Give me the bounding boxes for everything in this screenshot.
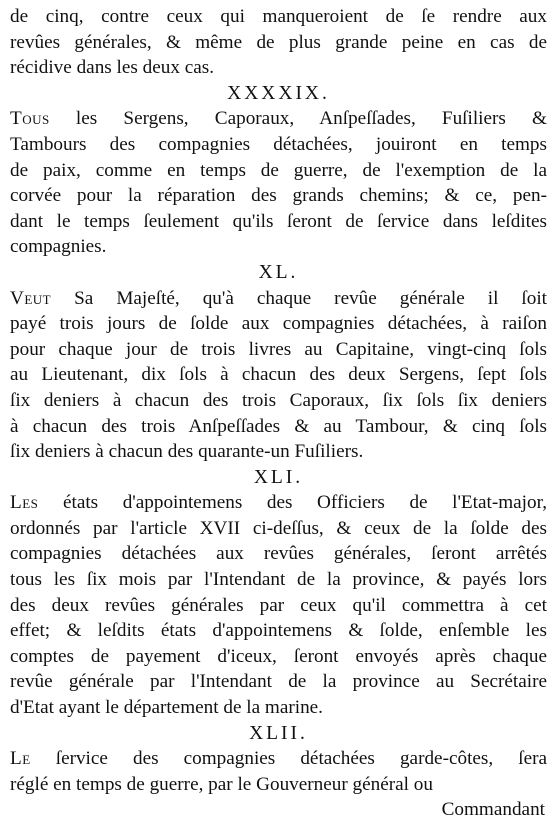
text-line: payé trois jours de ſolde aux compagnies détachées, à raiſon	[10, 313, 547, 335]
article-heading: XLI.	[253, 466, 304, 488]
text-line: ſix deniers à chacun des trois Caporaux, ſix ſols ſix deniers	[10, 389, 547, 411]
lead-word: Le	[10, 748, 31, 770]
text-line: récidive dans les deux cas.	[10, 57, 215, 79]
catchword: Commandant	[441, 799, 545, 821]
text-line	[10, 746, 547, 772]
article-paragraph	[10, 746, 547, 797]
text-line: effet; & leſdits états d'appointemens & ſolde, enſemble les	[10, 620, 547, 642]
lead-word: Les	[10, 492, 39, 514]
text-line	[10, 286, 547, 312]
continuation-paragraph	[10, 4, 547, 81]
line-text: Sa Majeſté, qu'à chaque revûe générale il ſoit	[51, 287, 547, 309]
line-text: les Sergens, Caporaux, Anſpeſſades, Fuſiliers &	[49, 108, 547, 130]
text-line: d'Etat ayant le département de la marine.	[10, 697, 323, 719]
article-heading: XXXXIX.	[227, 82, 330, 104]
text-line: revûes générales, & même de plus grande peine en cas de	[10, 31, 547, 53]
text-line: compagnies.	[10, 236, 107, 258]
text-line: revûe générale par l'Intendant de la province au Secrétaire	[10, 671, 547, 693]
text-line: ſix deniers à chacun des quarante-un Fuſiliers.	[10, 441, 364, 463]
text-line: ordonnés par l'article XVII ci-deſſus, & ceux de la ſolde des	[10, 517, 547, 539]
text-line: corvée pour la réparation des grands chemins; & ce, pen-	[10, 185, 547, 207]
text-line: compagnies détachées aux revûes générales, ſeront arrêtés	[10, 543, 547, 565]
text-line: réglé en temps de guerre, par le Gouverneur général ou	[10, 773, 433, 795]
text-line: de paix, comme en temps de guerre, de l'exemption de la	[10, 159, 547, 181]
text-line	[10, 106, 547, 132]
lead-word: Veut	[10, 287, 52, 309]
text-line: de cinq, contre ceux qui manqueroient de ſe rendre aux	[10, 6, 547, 27]
article-heading: XLII.	[249, 722, 308, 744]
text-line: à chacun des trois Anſpeſſades & au Tambour, & cinq ſols	[10, 415, 547, 437]
text-line: Tambours des compagnies détachées, jouiront en temps	[10, 133, 547, 155]
text-line: tous les ſix mois par l'Intendant de la province, & payés lors	[10, 569, 547, 591]
article-paragraph	[10, 106, 547, 260]
text-line: des deux revûes générales par ceux qu'il commettra à cet	[10, 594, 547, 616]
line-text: états d'appointemens des Officiers de l'Etat-major,	[38, 492, 547, 514]
text-line: dant le temps ſeulement qu'ils ſeront de ſervice dans leſdites	[10, 210, 547, 232]
text-line	[10, 490, 547, 516]
text-line: pour chaque jour de trois livres au Capitaine, vingt-cinq ſols	[10, 338, 547, 360]
lead-word: Tous	[10, 108, 50, 130]
article-heading: XL.	[258, 261, 299, 283]
text-line: au Lieutenant, dix ſols à chacun des deux Sergens, ſept ſols	[10, 364, 547, 386]
article-paragraph	[10, 490, 547, 720]
text-line: comptes de payement d'iceux, ſeront envoyés après chaque	[10, 645, 547, 667]
line-text: ſervice des compagnies détachées garde-côtes, ſera	[30, 748, 547, 770]
article-paragraph	[10, 286, 547, 465]
